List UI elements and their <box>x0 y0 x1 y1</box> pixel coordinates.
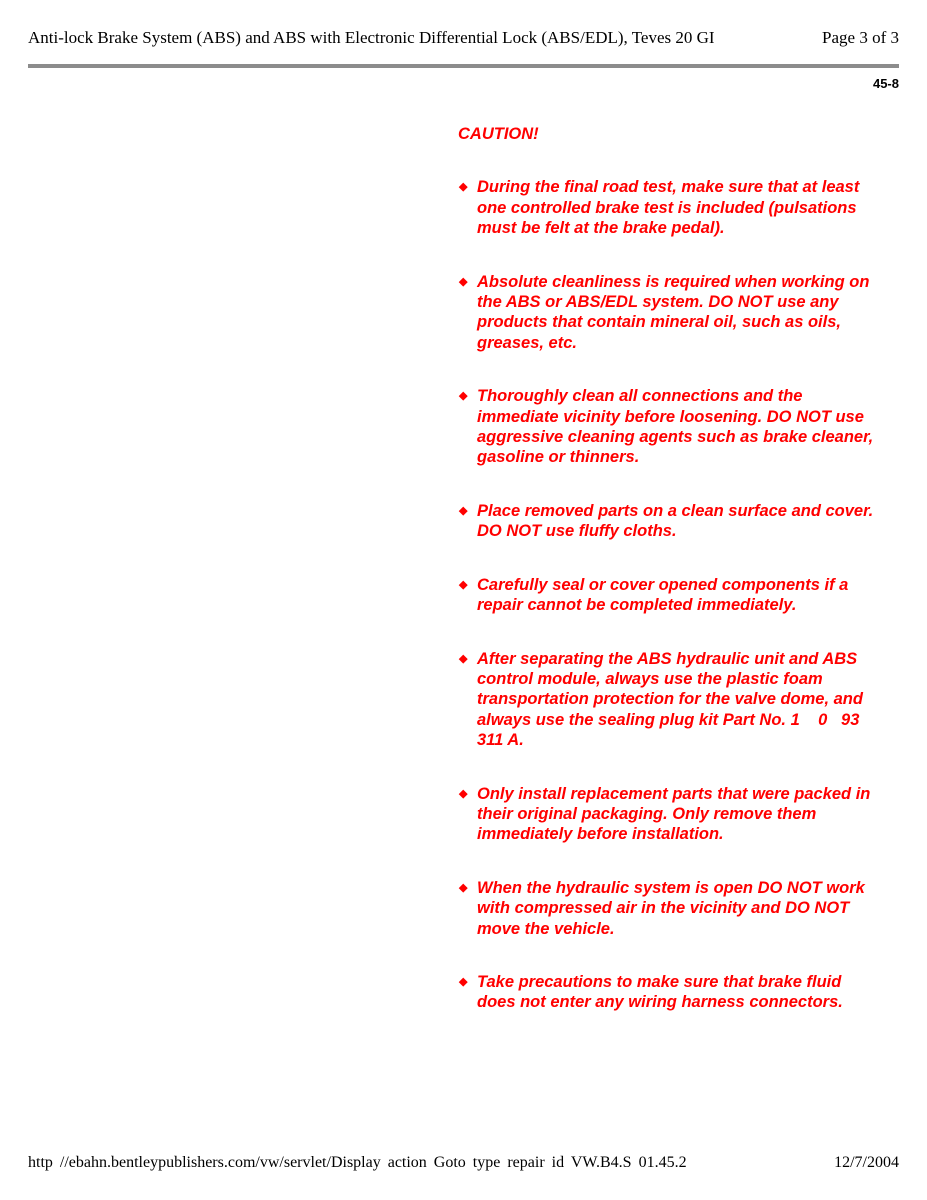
caution-item <box>458 501 878 542</box>
caution-item-text: Thoroughly clean all connections and the immediate vicinity before loosening. DO NOT use aggressive cleaning agents such as brake cleaner, gasoline or thinners. <box>477 387 874 467</box>
caution-item <box>458 649 878 751</box>
caution-item-text: After separating the ABS hydraulic unit and ABS control module, always use the plastic foam transportation protection for the valve dome, and always use the sealing plug kit Part No. 1 0 93 311 A. <box>477 649 868 750</box>
caution-item <box>458 272 878 354</box>
caution-item <box>458 784 878 845</box>
diamond-bullet-icon: ◆ <box>459 181 468 194</box>
page-indicator: Page 3 of 3 <box>822 28 899 47</box>
caution-item <box>458 177 878 238</box>
diamond-bullet-icon: ◆ <box>459 390 468 403</box>
section-page-number: 45-8 <box>872 76 899 91</box>
diamond-bullet-icon: ◆ <box>459 504 468 517</box>
diamond-bullet-icon: ◆ <box>459 652 468 665</box>
caution-item-text: During the final road test, make sure that at least one controlled brake test is included (pulsations must be felt at the brake pedal). <box>477 178 860 238</box>
caution-list <box>458 177 878 1012</box>
caution-block <box>458 124 878 1046</box>
caution-item-text: Place removed parts on a clean surface and cover. DO NOT use fluffy cloths. <box>477 501 874 541</box>
document-title: Anti-lock Brake System (ABS) and ABS with Electronic Differential Lock (ABS/EDL), Teves 20 GI <box>28 28 715 47</box>
diamond-bullet-icon: ◆ <box>459 275 468 288</box>
caution-item-text: When the hydraulic system is open DO NOT work with compressed air in the vicinity and DO NOT move the vehicle. <box>477 878 865 938</box>
diamond-bullet-icon: ◆ <box>459 787 468 800</box>
caution-item <box>458 972 878 1013</box>
footer-url: http //ebahn.bentleypublishers.com/vw/servlet/Display action Goto type repair id VW.B4.S 01.45.2 <box>28 1154 687 1171</box>
caution-item <box>458 878 878 939</box>
caution-item-text: Take precautions to make sure that brake fluid does not enter any wiring harness connectors. <box>477 972 843 1012</box>
caution-item-text: Absolute cleanliness is required when working on the ABS or ABS/EDL system. DO NOT use any products that contain mineral oil, such as oils, greases, etc. <box>477 272 870 352</box>
caution-title: CAUTION! <box>458 125 539 143</box>
footer-date: 12/7/2004 <box>834 1154 899 1171</box>
diamond-bullet-icon: ◆ <box>459 975 468 988</box>
caution-item <box>458 575 878 616</box>
caution-item-text: Carefully seal or cover opened components if a repair cannot be completed immediately. <box>477 575 849 615</box>
diamond-bullet-icon: ◆ <box>459 881 468 894</box>
caution-item <box>458 386 878 468</box>
diamond-bullet-icon: ◆ <box>459 578 468 591</box>
header-divider <box>28 64 899 68</box>
caution-item-text: Only install replacement parts that were packed in their original packaging. Only remove them immediately before installation. <box>477 784 871 844</box>
